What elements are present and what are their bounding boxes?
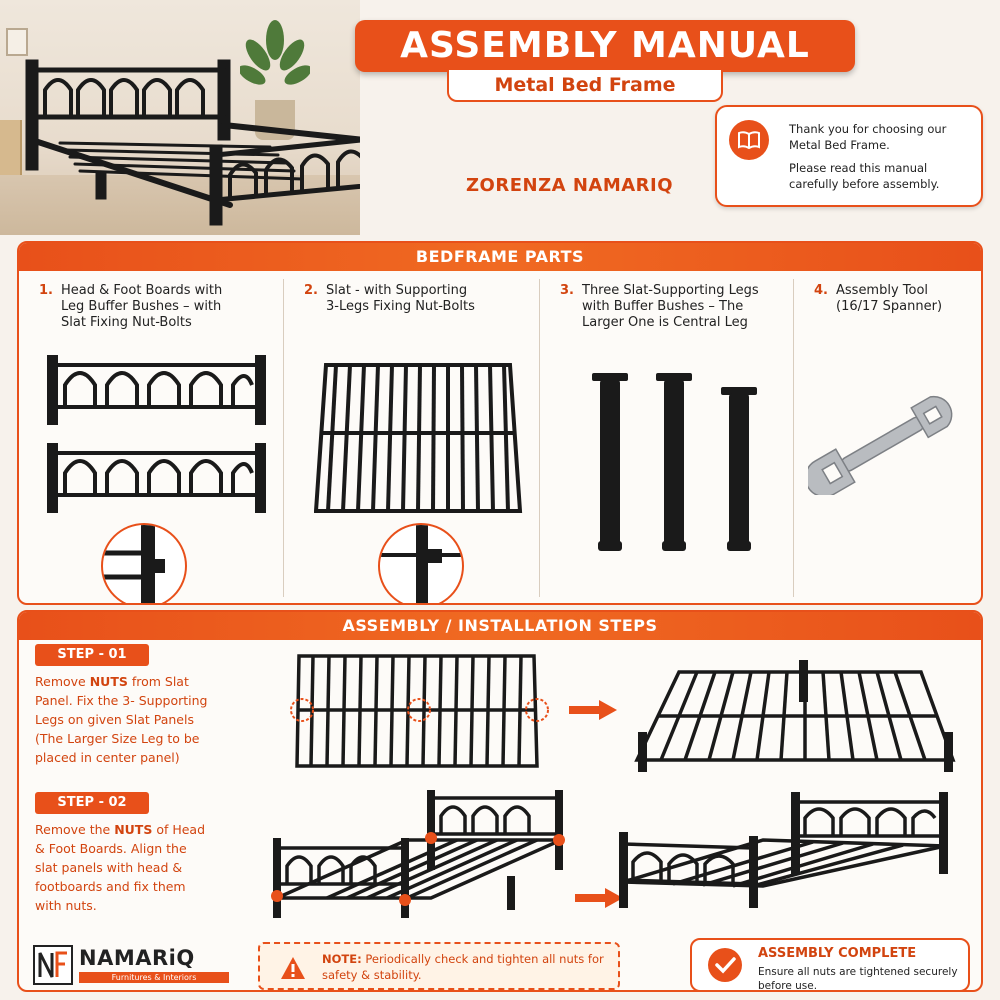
part-description — [326, 283, 475, 315]
section-heading: BEDFRAME PARTS — [19, 243, 981, 271]
step-1-instructions: Remove NUTS from Slat Panel. Fix the 3- Supporting Legs on given Slat Panels (The Larger Size Leg to be placed in center panel) — [35, 674, 208, 765]
step-2-alignment-drawing — [267, 788, 587, 920]
book-icon — [729, 120, 769, 160]
intro-thanks: Thank you for choosing our Metal Bed Frame. — [789, 122, 947, 152]
safety-note — [258, 942, 620, 990]
done-text: Ensure all nuts are tightened securely before use. — [758, 966, 958, 992]
step-2-tag: STEP - 02 — [35, 792, 149, 814]
part-line: Assembly Tool — [836, 283, 929, 298]
bed-frame-illustration — [20, 55, 360, 230]
assembly-complete-box — [690, 938, 970, 992]
part-2 — [283, 279, 539, 597]
step-2-result-drawing — [613, 790, 969, 910]
page-subtitle: Metal Bed Frame — [447, 70, 723, 102]
part-4 — [793, 279, 983, 597]
bolt-detail-zoom — [101, 523, 187, 605]
brand-name: ZORENZA NAMARIQ — [466, 175, 674, 196]
checkmark-icon — [708, 948, 742, 982]
slat-bolt-detail-zoom — [378, 523, 464, 605]
logo-mark-icon — [33, 945, 73, 985]
part-line: Head & Foot Boards with — [61, 283, 223, 298]
part-1 — [19, 279, 283, 597]
part-description — [61, 283, 222, 331]
step-1-slat-drawing — [289, 652, 559, 772]
part-line: Larger One is Central Leg — [582, 315, 748, 330]
step-1-result-drawing — [631, 660, 961, 772]
warning-icon — [280, 956, 306, 980]
support-legs-drawing — [578, 371, 758, 561]
arrow-right-icon — [569, 700, 617, 720]
part-description — [836, 283, 942, 315]
slat-panel-drawing — [314, 361, 524, 519]
part-number: 3. — [560, 283, 574, 298]
logo-tagline: Furnitures & Interiors — [79, 972, 229, 983]
page-title: ASSEMBLY MANUAL — [355, 20, 855, 72]
bedframe-parts-section — [17, 241, 983, 605]
footboard-drawing — [47, 443, 267, 513]
spanner-icon — [808, 395, 958, 495]
part-description — [582, 283, 759, 331]
intro-read: Please read this manual carefully before assembly. — [789, 161, 940, 191]
assembly-steps-section — [17, 610, 983, 992]
company-logo — [33, 945, 233, 987]
note-text: NOTE: Periodically check and tighten all nuts for safety & stability. — [322, 952, 604, 982]
dresser — [0, 120, 22, 180]
part-line: (16/17 Spanner) — [836, 299, 943, 314]
part-line: Leg Buffer Bushes – with — [61, 299, 222, 314]
part-line: with Buffer Bushes – The — [582, 299, 744, 314]
part-number: 4. — [814, 283, 828, 298]
step-1-tag: STEP - 01 — [35, 644, 149, 666]
logo-name: NAMARiQ — [79, 946, 195, 970]
part-3 — [539, 279, 793, 597]
part-line: 3-Legs Fixing Nut-Bolts — [326, 299, 475, 314]
section-heading: ASSEMBLY / INSTALLATION STEPS — [19, 612, 981, 640]
part-line: Slat - with Supporting — [326, 283, 468, 298]
step-2-instructions: Remove the NUTS of Head & Foot Boards. Align the slat panels with head & footboards and fix them with nuts. — [35, 822, 206, 913]
part-line: Slat Fixing Nut-Bolts — [61, 315, 192, 330]
part-line: Three Slat-Supporting Legs — [582, 283, 759, 298]
part-number: 2. — [304, 283, 318, 298]
done-title: ASSEMBLY COMPLETE — [758, 946, 917, 961]
intro-box — [715, 105, 983, 207]
hero-bed-photo — [0, 0, 360, 235]
wall-picture — [6, 28, 28, 56]
part-number: 1. — [39, 283, 53, 298]
headboard-drawing — [47, 355, 267, 425]
